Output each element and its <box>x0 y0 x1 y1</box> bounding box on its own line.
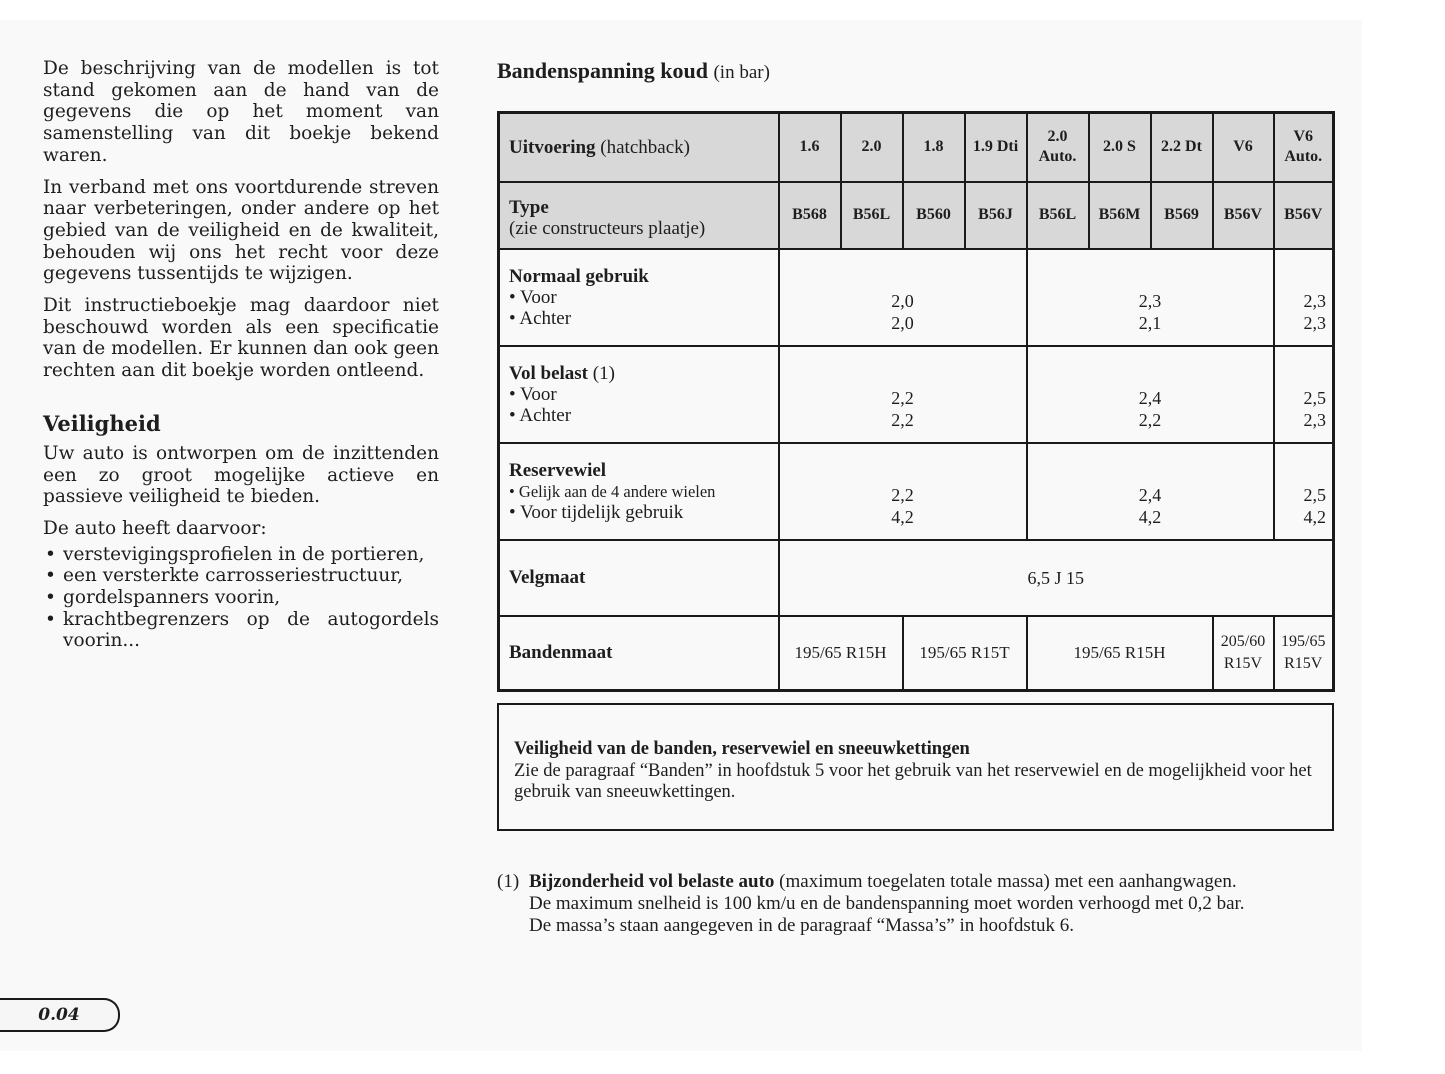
version-cell: 2.2 Dt <box>1151 113 1213 182</box>
note-heading: Veiligheid van de banden, reservewiel en sneeuwkettingen <box>514 739 970 759</box>
list-item: • verstevigingsprofielen in de portieren, <box>43 544 439 566</box>
rim-label: Velgmaat <box>499 540 779 616</box>
version-cell: 1.6 <box>779 113 841 182</box>
footnote-line-1: Bijzonderheid vol belaste auto (maximum toegelaten totale massa) met een aanhangwagen. <box>529 871 1237 892</box>
tire-size-cell: 205/60 R15V <box>1213 616 1274 691</box>
intro-paragraph-1: De beschrijving van de modellen is tot stand gekomen aan de hand van de gegevens die op het moment van samenstelling van dit boekje bekend waren. <box>43 58 439 166</box>
footnote-number: (1) <box>497 871 520 892</box>
safety-intro: Uw auto is ontworpen om de inzittenden een zo groot mogelijke actieve en passieve veiligheid te bieden. <box>43 442 439 508</box>
tire-size-cell: 195/65 R15H <box>779 616 903 691</box>
version-cell: V6 Auto. <box>1274 113 1334 182</box>
intro-paragraph-3: Dit instructieboekje mag daardoor niet beschouwd worden als een specificatie van de modellen. Er kunnen dan ook geen rechten aan dit boekje worden ontleend. <box>43 295 439 382</box>
type-cell: B560 <box>903 182 965 249</box>
list-item: • een versterkte carrosseriestructuur, <box>43 565 439 587</box>
pressure-group-2: 2,4 2,2 <box>1027 346 1274 443</box>
version-cell: 2.0 <box>841 113 903 182</box>
type-label: Type (zie constructeurs plaatje) <box>499 182 779 249</box>
footnote <box>497 871 1337 937</box>
footnote-line-2: De maximum snelheid is 100 km/u en de bandenspanning moet worden verhoogd met 0,2 bar. <box>529 893 1245 914</box>
pressure-group-1: 2,2 4,2 <box>779 443 1027 540</box>
version-cell: 2.0 Auto. <box>1027 113 1089 182</box>
type-cell: B56V <box>1213 182 1274 249</box>
pressure-group-2: 2,4 4,2 <box>1027 443 1274 540</box>
version-row <box>499 113 1334 182</box>
pressure-group-3: 2,3 2,3 <box>1274 249 1334 346</box>
section-title-unit: (in bar) <box>713 62 770 83</box>
page-number-tab <box>0 998 120 1032</box>
row-label: Normaal gebruik • Voor • Achter <box>499 249 779 346</box>
type-cell: B56M <box>1089 182 1151 249</box>
pressure-group-1: 2,0 2,0 <box>779 249 1027 346</box>
pressure-group-3: 2,5 2,3 <box>1274 346 1334 443</box>
tire-size-row <box>499 616 1334 691</box>
rim-row <box>499 540 1334 616</box>
table-row <box>499 346 1334 443</box>
type-cell: B56L <box>1027 182 1089 249</box>
type-cell: B56L <box>841 182 903 249</box>
left-column <box>43 58 439 652</box>
section-title <box>497 58 770 84</box>
pressure-group-2: 2,3 2,1 <box>1027 249 1274 346</box>
rim-value: 6,5 J 15 <box>779 540 1334 616</box>
table-row <box>499 249 1334 346</box>
type-row <box>499 182 1334 249</box>
tire-size-cell: 195/65 R15T <box>903 616 1027 691</box>
list-item: • krachtbegrenzers op de autogordels voorin... <box>43 609 439 652</box>
table-row <box>499 443 1334 540</box>
safety-list <box>43 544 439 653</box>
version-label: Uitvoering (hatchback) <box>499 113 779 182</box>
version-cell: 1.9 Dti <box>965 113 1027 182</box>
row-label: Vol belast (1) • Voor • Achter <box>499 346 779 443</box>
row-label: Reservewiel • Gelijk aan de 4 andere wielen • Voor tijdelijk gebruik <box>499 443 779 540</box>
intro-paragraph-2: In verband met ons voortdurende streven naar verbeteringen, onder andere op het gebied van de veiligheid en de kwaliteit, behouden wij ons het recht voor deze gegevens tussentijds te wijzigen. <box>43 176 439 285</box>
tire-size-cell: 195/65 R15V <box>1274 616 1334 691</box>
type-cell: B56V <box>1274 182 1334 249</box>
type-cell: B568 <box>779 182 841 249</box>
note-body: Zie de paragraaf “Banden” in hoofdstuk 5 voor het gebruik van het reservewiel en de mogelijkheid voor het gebruik van sneeuwkettingen. <box>514 760 1312 802</box>
safety-note-box <box>497 703 1334 831</box>
safety-lead: De auto heeft daarvoor: <box>43 517 267 539</box>
tire-pressure-table <box>497 111 1335 692</box>
version-cell: 2.0 S <box>1089 113 1151 182</box>
safety-heading: Veiligheid <box>43 410 161 436</box>
tire-size-cell: 195/65 R15H <box>1027 616 1213 691</box>
tire-size-label: Bandenmaat <box>499 616 779 691</box>
list-item: • gordelspanners voorin, <box>43 587 439 609</box>
type-cell: B569 <box>1151 182 1213 249</box>
version-cell: 1.8 <box>903 113 965 182</box>
pressure-group-3: 2,5 4,2 <box>1274 443 1334 540</box>
section-title-bold: Bandenspanning koud <box>497 58 708 83</box>
version-cell: V6 <box>1213 113 1274 182</box>
page-number: 0.04 <box>38 1005 80 1025</box>
pressure-group-1: 2,2 2,2 <box>779 346 1027 443</box>
type-cell: B56J <box>965 182 1027 249</box>
footnote-line-3: De massa’s staan aangegeven in de paragraaf “Massa’s” in hoofdstuk 6. <box>529 915 1075 936</box>
